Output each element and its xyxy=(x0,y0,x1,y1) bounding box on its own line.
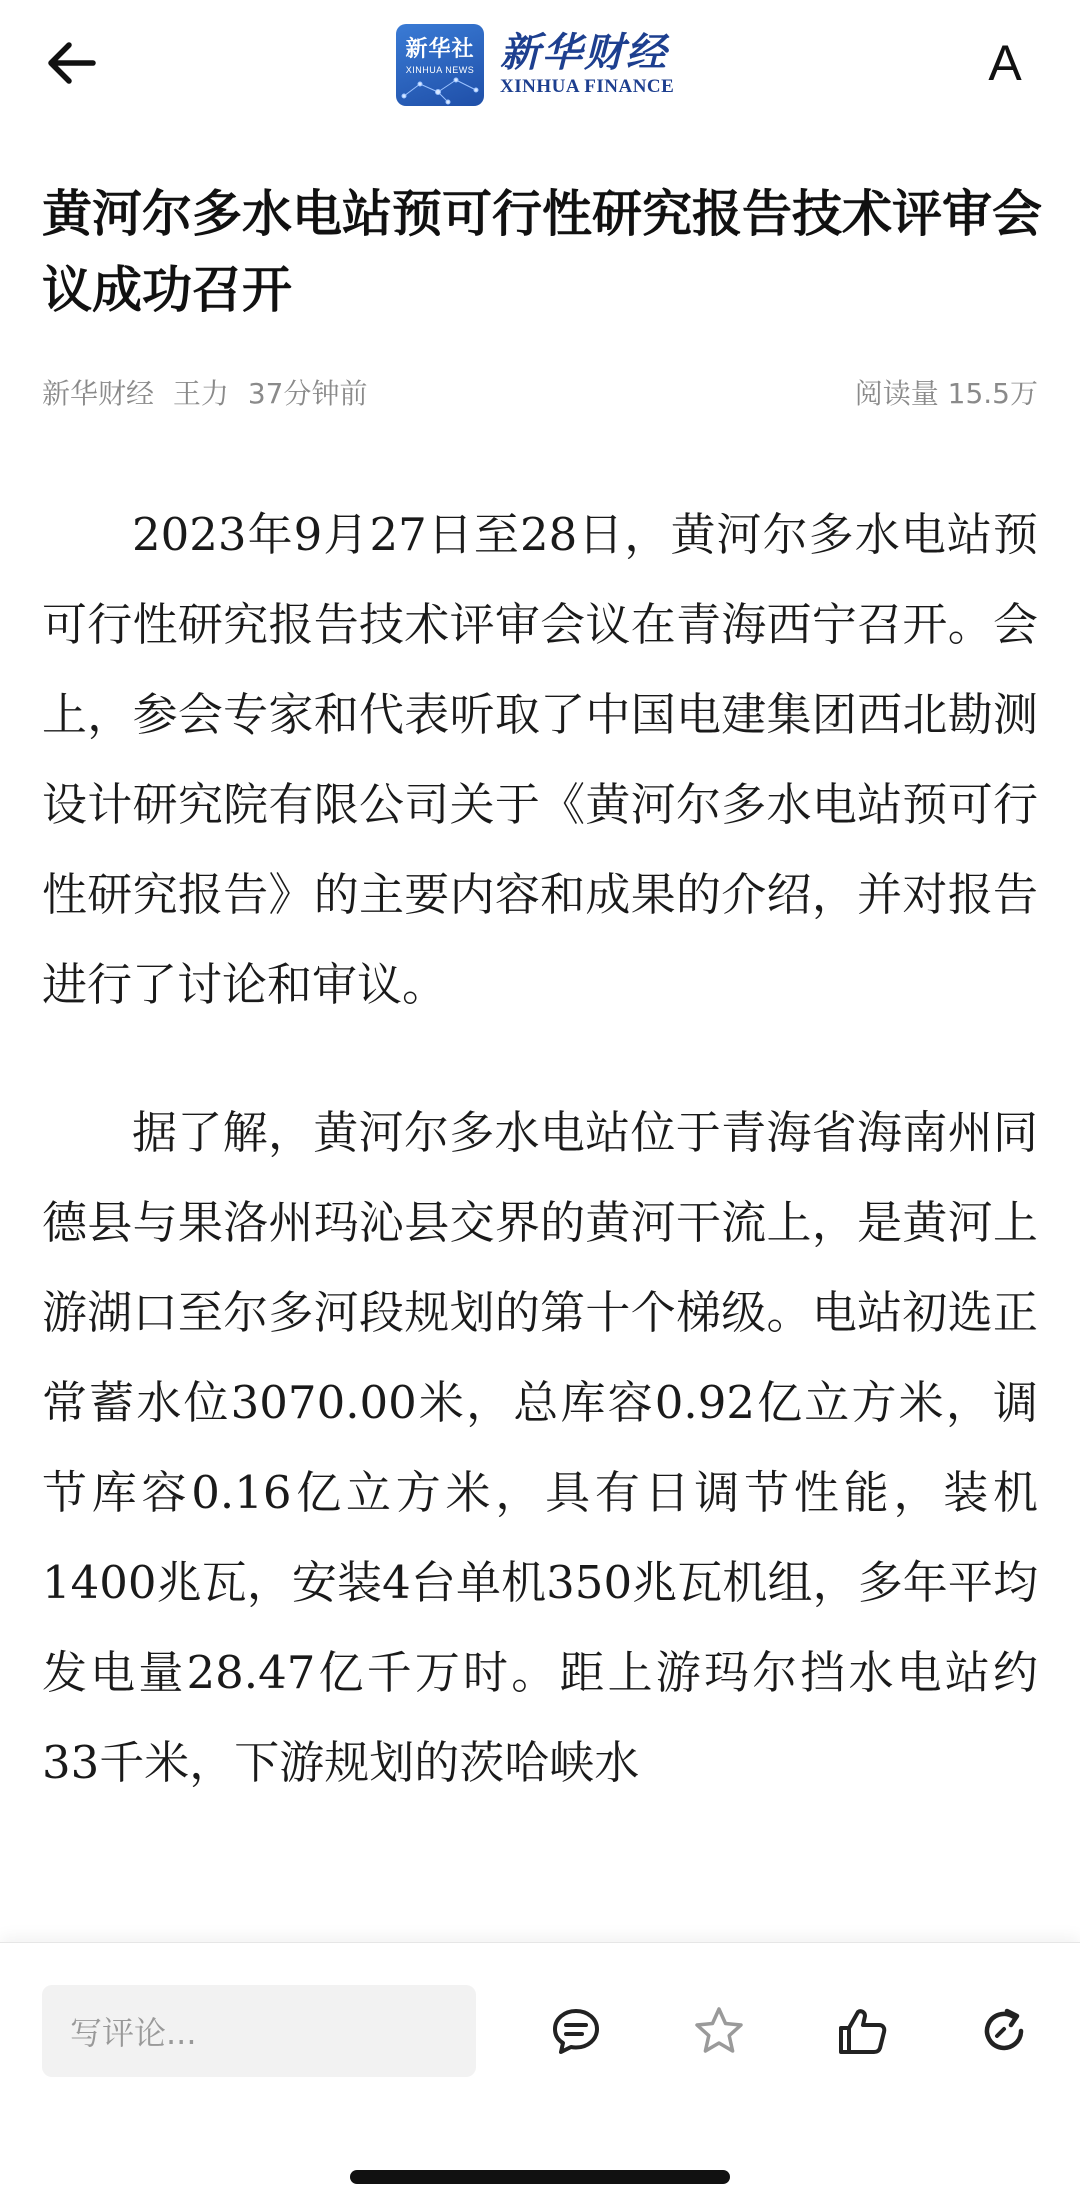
xinhua-finance-logo xyxy=(396,22,674,108)
article-byline xyxy=(42,372,377,412)
comment-input[interactable]: 写评论... xyxy=(42,1985,476,2077)
back-button[interactable] xyxy=(36,28,106,98)
bottom-action-bar xyxy=(0,1942,1080,2207)
article-title: 黄河尔多水电站预可行性研究报告技术评审会议成功召开 xyxy=(42,185,1042,319)
logo-wordmark-cn: 新华财经 xyxy=(500,29,668,76)
article-time: 37分钟前 xyxy=(247,377,368,410)
comment-icon xyxy=(550,2005,602,2057)
logo-badge-subtext: XINHUA NEWS xyxy=(405,65,475,75)
arrow-left-icon xyxy=(45,41,97,85)
logo-wordmark-en: XINHUA FINANCE xyxy=(500,76,675,97)
logo-wordmark xyxy=(500,31,674,99)
star-icon xyxy=(692,2004,746,2058)
article-paragraph: 2023年9月27日至28日，黄河尔多水电站预可行性研究报告技术评审会议在青海西宁召开。会上，参会专家和代表听取了中国电建集团西北勘测设计研究院有限公司关于《黄河尔多水电站预可行性研究报告》的主要内容和成果的介绍，并对报告进行了讨论和审议。 xyxy=(42,508,1038,1011)
constellation-graphic xyxy=(396,66,484,106)
article-body xyxy=(42,490,1038,1930)
xinhua-news-badge xyxy=(396,24,484,106)
share-icon xyxy=(977,2004,1031,2058)
article-paragraph: 据了解，黄河尔多水电站位于青海省海南州同德县与果洛州玛沁县交界的黄河干流上，是黄河上游湖口至尔多河段规划的第十个梯级。电站初选正常蓄水位3070.00米，总库容0.92亿立方米，调节库容0.16亿立方米，具有日调节性能，装机1400兆瓦，安装4台单机350兆瓦机组，多年平均发电量28.47亿千万时。距上游玛尔挡水电站约33千米，下游规划的茨哈峡水 xyxy=(42,1106,1038,1789)
article-source: 新华财经 xyxy=(42,377,155,410)
font-size-button[interactable]: A xyxy=(988,35,1022,91)
like-icon xyxy=(835,2004,889,2058)
top-nav-bar xyxy=(0,0,1080,130)
share-button[interactable] xyxy=(968,1995,1040,2067)
logo-badge-text: 新华社 xyxy=(405,37,475,62)
read-count: 阅读量 15.5万 xyxy=(854,377,1038,410)
article-meta xyxy=(42,370,1038,414)
favorite-button[interactable] xyxy=(683,1995,755,2067)
home-indicator[interactable] xyxy=(350,2170,730,2184)
like-button[interactable] xyxy=(826,1995,898,2067)
comment-button[interactable] xyxy=(540,1995,612,2067)
article-author: 王力 xyxy=(172,377,229,410)
